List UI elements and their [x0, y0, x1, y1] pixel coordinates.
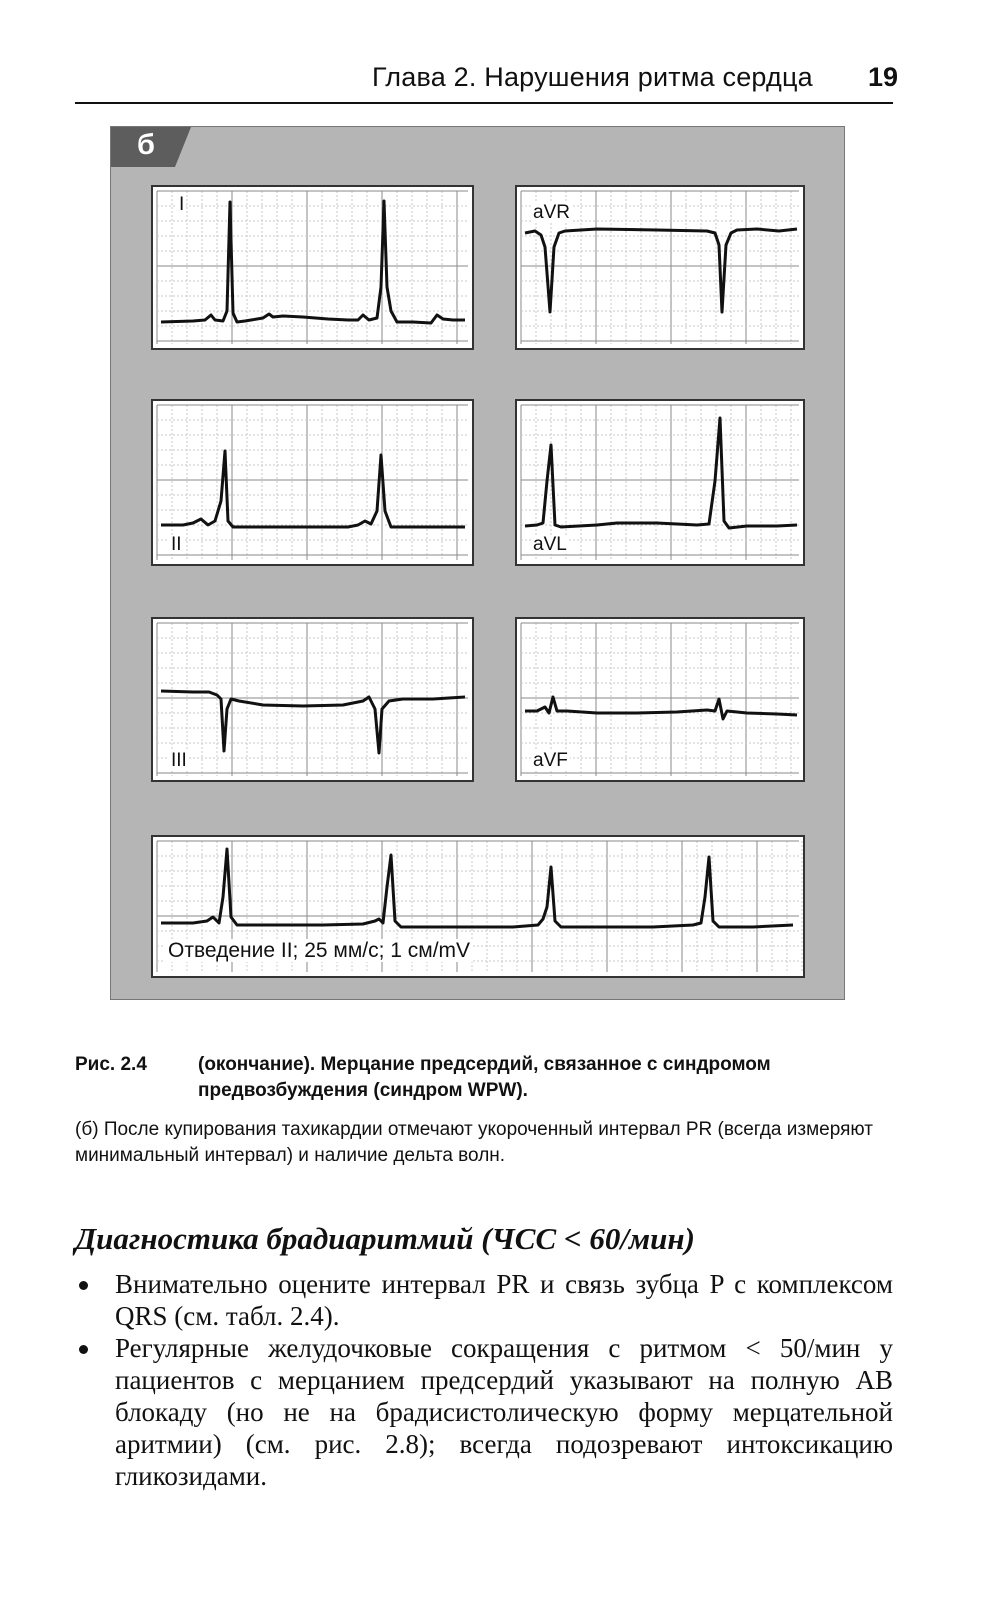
panel-letter: б — [137, 129, 155, 161]
bullet-list — [75, 1268, 893, 1492]
bullet-item — [75, 1268, 893, 1332]
bullet-dot-icon — [79, 1345, 88, 1354]
ecg-panel-rhythm-strip — [151, 835, 805, 978]
page-number: 19 — [868, 62, 899, 92]
lead-label-iii: III — [171, 750, 187, 771]
figure-caption-body: (б) После купирования тахикардии отмечают укороченный интервал PR (всегда измеряют минимальный интервал) и наличие дельта волн. — [75, 1119, 873, 1166]
lead-label-avr: aVR — [533, 202, 570, 223]
section-heading: Диагностика брадиаритмий (ЧСС < 60/мин) — [75, 1221, 695, 1256]
bullet-text: Регулярные желудочковые сокращения с ритмом < 50/мин у пациентов с мерцанием предсердий указывают на полную АВ блокаду (но не на брадисистолическую форму мерцательной аритмии) (см. рис. 2.8); всегда подозревают интоксикацию гликозидами. — [115, 1333, 893, 1491]
ecg-panel-lead-avl — [515, 399, 805, 566]
ecg-panel-lead-avr — [515, 185, 805, 350]
ecg-trace-lead-iii — [161, 691, 465, 753]
lead-label-i: I — [179, 194, 185, 215]
lead-label-avf: aVF — [533, 750, 568, 771]
figure-caption-title: (окончание). Мерцание предсердий, связанное с синдромом предвозбуждения (синдром WPW). — [198, 1054, 771, 1101]
ecg-trace-lead-ii — [161, 451, 465, 527]
header-rule — [75, 102, 893, 104]
ecg-figure — [110, 126, 845, 1000]
rhythm-strip-caption: Отведение II; 25 мм/с; 1 см/mV — [165, 939, 473, 962]
ecg-panel-lead-ii — [151, 399, 474, 566]
figure-caption-number: Рис. 2.4 — [75, 1054, 147, 1075]
bullet-text: Внимательно оцените интервал PR и связь зубца P с комплексом QRS (см. табл. 2.4). — [115, 1269, 893, 1331]
ecg-panel-lead-iii — [151, 617, 474, 782]
bullet-item — [75, 1332, 893, 1492]
bullet-dot-icon — [79, 1281, 88, 1290]
ecg-grid-lead-iii — [153, 619, 472, 780]
lead-label-avl: aVL — [533, 534, 567, 555]
chapter-title: Глава 2. Нарушения ритма сердца — [372, 62, 813, 92]
ecg-panel-lead-i — [151, 185, 474, 350]
panel-letter-badge — [111, 127, 175, 167]
lead-label-ii: II — [171, 534, 182, 555]
ecg-grid-lead-i — [153, 187, 472, 348]
ecg-trace-lead-i — [161, 201, 465, 323]
ecg-panel-lead-avf — [515, 617, 805, 782]
ecg-grid-lead-ii — [153, 401, 472, 564]
ecg-trace-rhythm-strip — [161, 849, 793, 927]
